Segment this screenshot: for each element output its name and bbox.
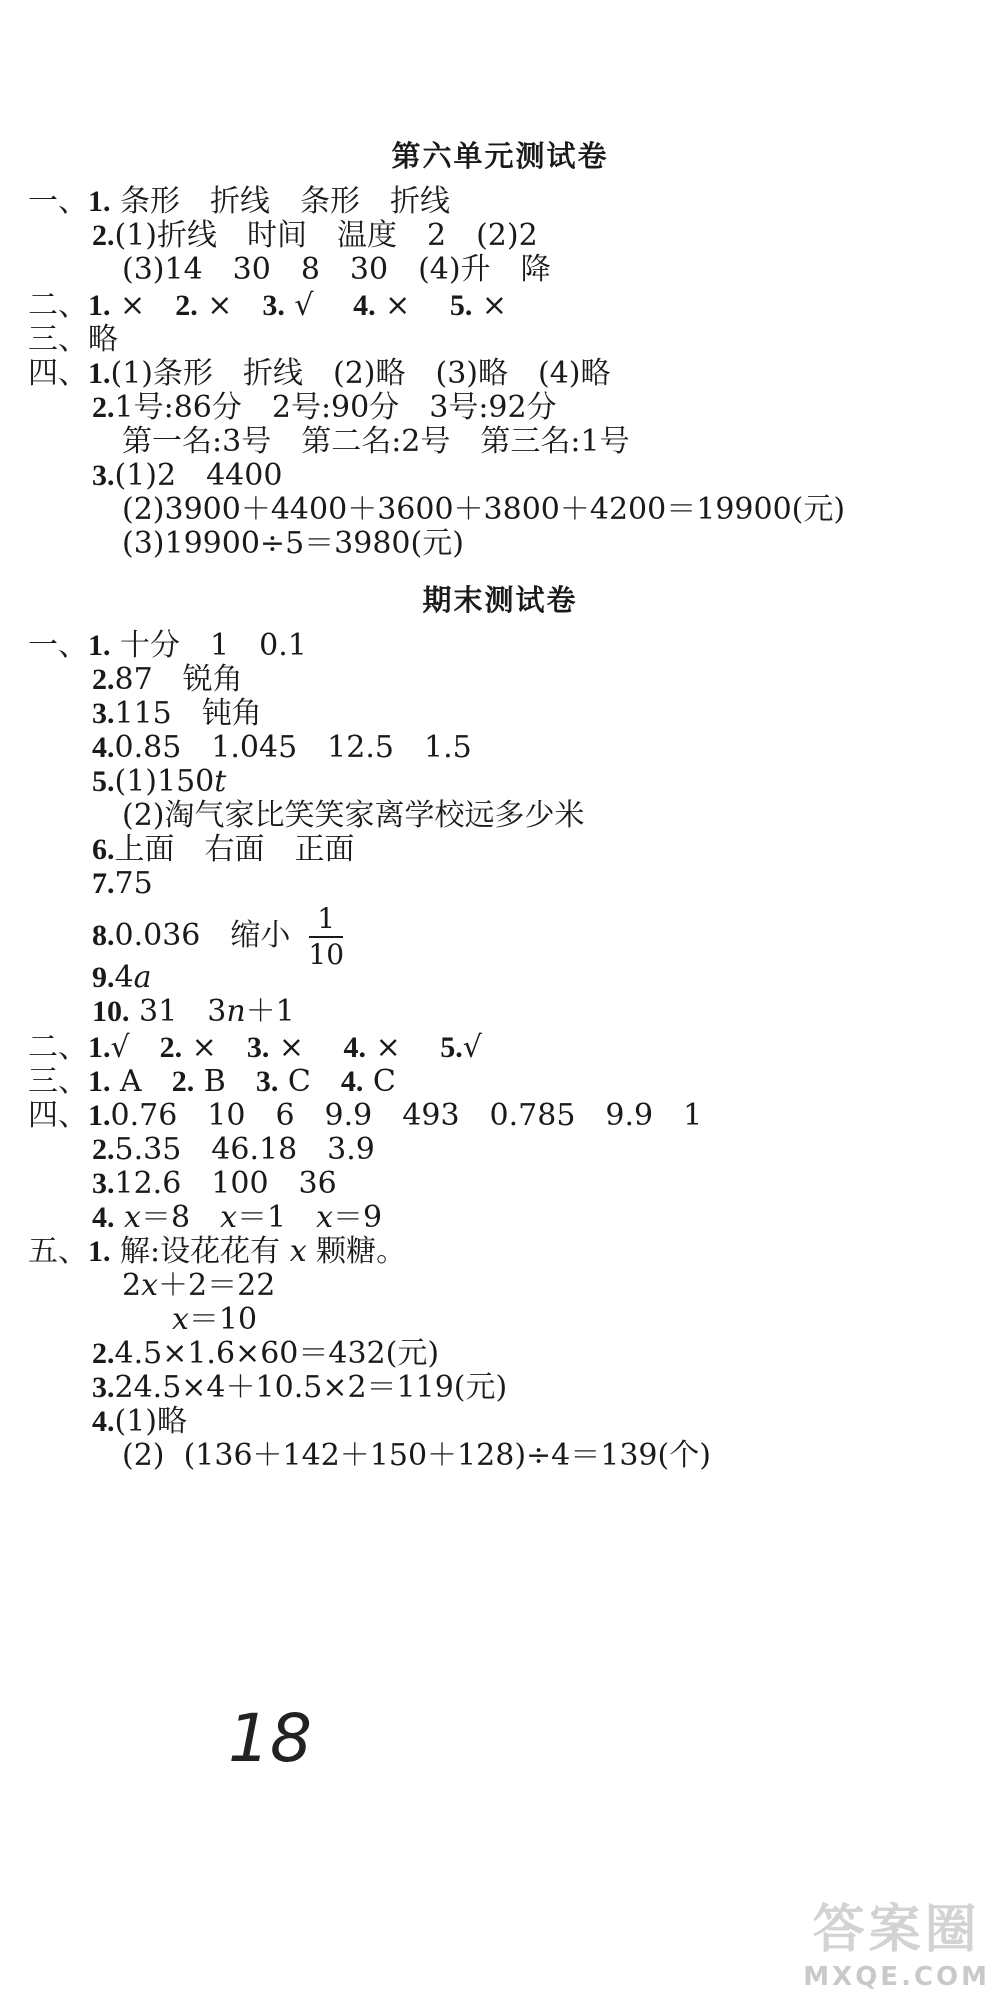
watermark [803,1887,990,1992]
u6-line-7: 2.1号:86分 2号:90分 3号:92分 [92,390,557,425]
f-e1: 五、1. 解:设花花有 x 颗糖。 [28,1234,407,1269]
u6-line-3: (3)14 30 8 30 (4)升 降 [122,252,551,287]
f-a6: 6.上面 右面 正面 [92,832,355,867]
u6-line-1: 一、1. 条形 折线 条形 折线 [28,184,451,219]
f-e1-eq2: x＝10 [172,1302,258,1337]
f-d3: 3.12.6 100 36 [92,1166,337,1201]
f-e3: 3.24.5×4＋10.5×2＝119(元) [92,1370,508,1405]
u6-line-9: 3.(1)2 4400 [92,458,283,493]
fraction-one-tenth: $\frac{1}{10}$ [308,902,345,971]
f-a5b: (2)淘气家比笑笑家离学校远多少米 [122,798,585,833]
f-a10: 10. 31 3n＋1 [92,994,295,1029]
u6-line-8: 第一名:3号 第二名:2号 第三名:1号 [122,424,630,459]
f-d1: 四、1.0.76 10 6 9.9 493 0.785 9.9 1 [28,1098,703,1133]
u6-line-2: 2.(1)折线 时间 温度 2 (2)2 [92,218,538,253]
page-number: 18 [228,1700,312,1777]
f-a7: 7.75 [92,866,153,901]
watermark-logo: 答案圈 [812,1900,981,1960]
u6-line-5: 三、略 [28,322,118,357]
f-a9: 9.4a [92,960,152,995]
u6-line-10: (2)3900＋4400＋3600＋3800＋4200＝19900(元) [122,492,846,527]
u6-line-4: 二、1. × 2. × 3. √ 4. × 5. × [28,288,508,323]
f-d4: 4. x＝8 x＝1 x＝9 [92,1200,383,1235]
watermark-url: MXQE.COM [803,1962,990,1992]
f-a3: 3.115 钝角 [92,696,262,731]
f-a8: 8.0.036 缩小 $\frac{1}{10}$ [92,902,345,971]
f-a4: 4.0.85 1.045 12.5 1.5 [92,730,472,765]
unit6-title: 第六单元测试卷 [391,139,609,173]
f-e2: 2.4.5×1.6×60＝432(元) [92,1336,440,1371]
f-e4b: (2) (136＋142＋150＋128)÷4＝139(个) [122,1438,711,1473]
f-e1-eq1: 2x＋2＝22 [122,1268,276,1303]
f-a1: 一、1. 十分 1 0.1 [28,628,307,663]
f-a5a: 5.(1)150t [92,764,227,799]
final-title: 期末测试卷 [422,583,578,617]
u6-line-6: 四、1.(1)条形 折线 (2)略 (3)略 (4)略 [28,356,611,391]
f-b: 二、1.√ 2. × 3. × 4. × 5.√ [28,1030,482,1065]
f-e4a: 4.(1)略 [92,1404,187,1439]
u6-line-11: (3)19900÷5＝3980(元) [122,526,464,561]
f-d2: 2.5.35 46.18 3.9 [92,1132,375,1167]
f-a2: 2.87 锐角 [92,662,243,697]
f-c: 三、1. A 2. B 3. C 4. C [28,1064,396,1099]
